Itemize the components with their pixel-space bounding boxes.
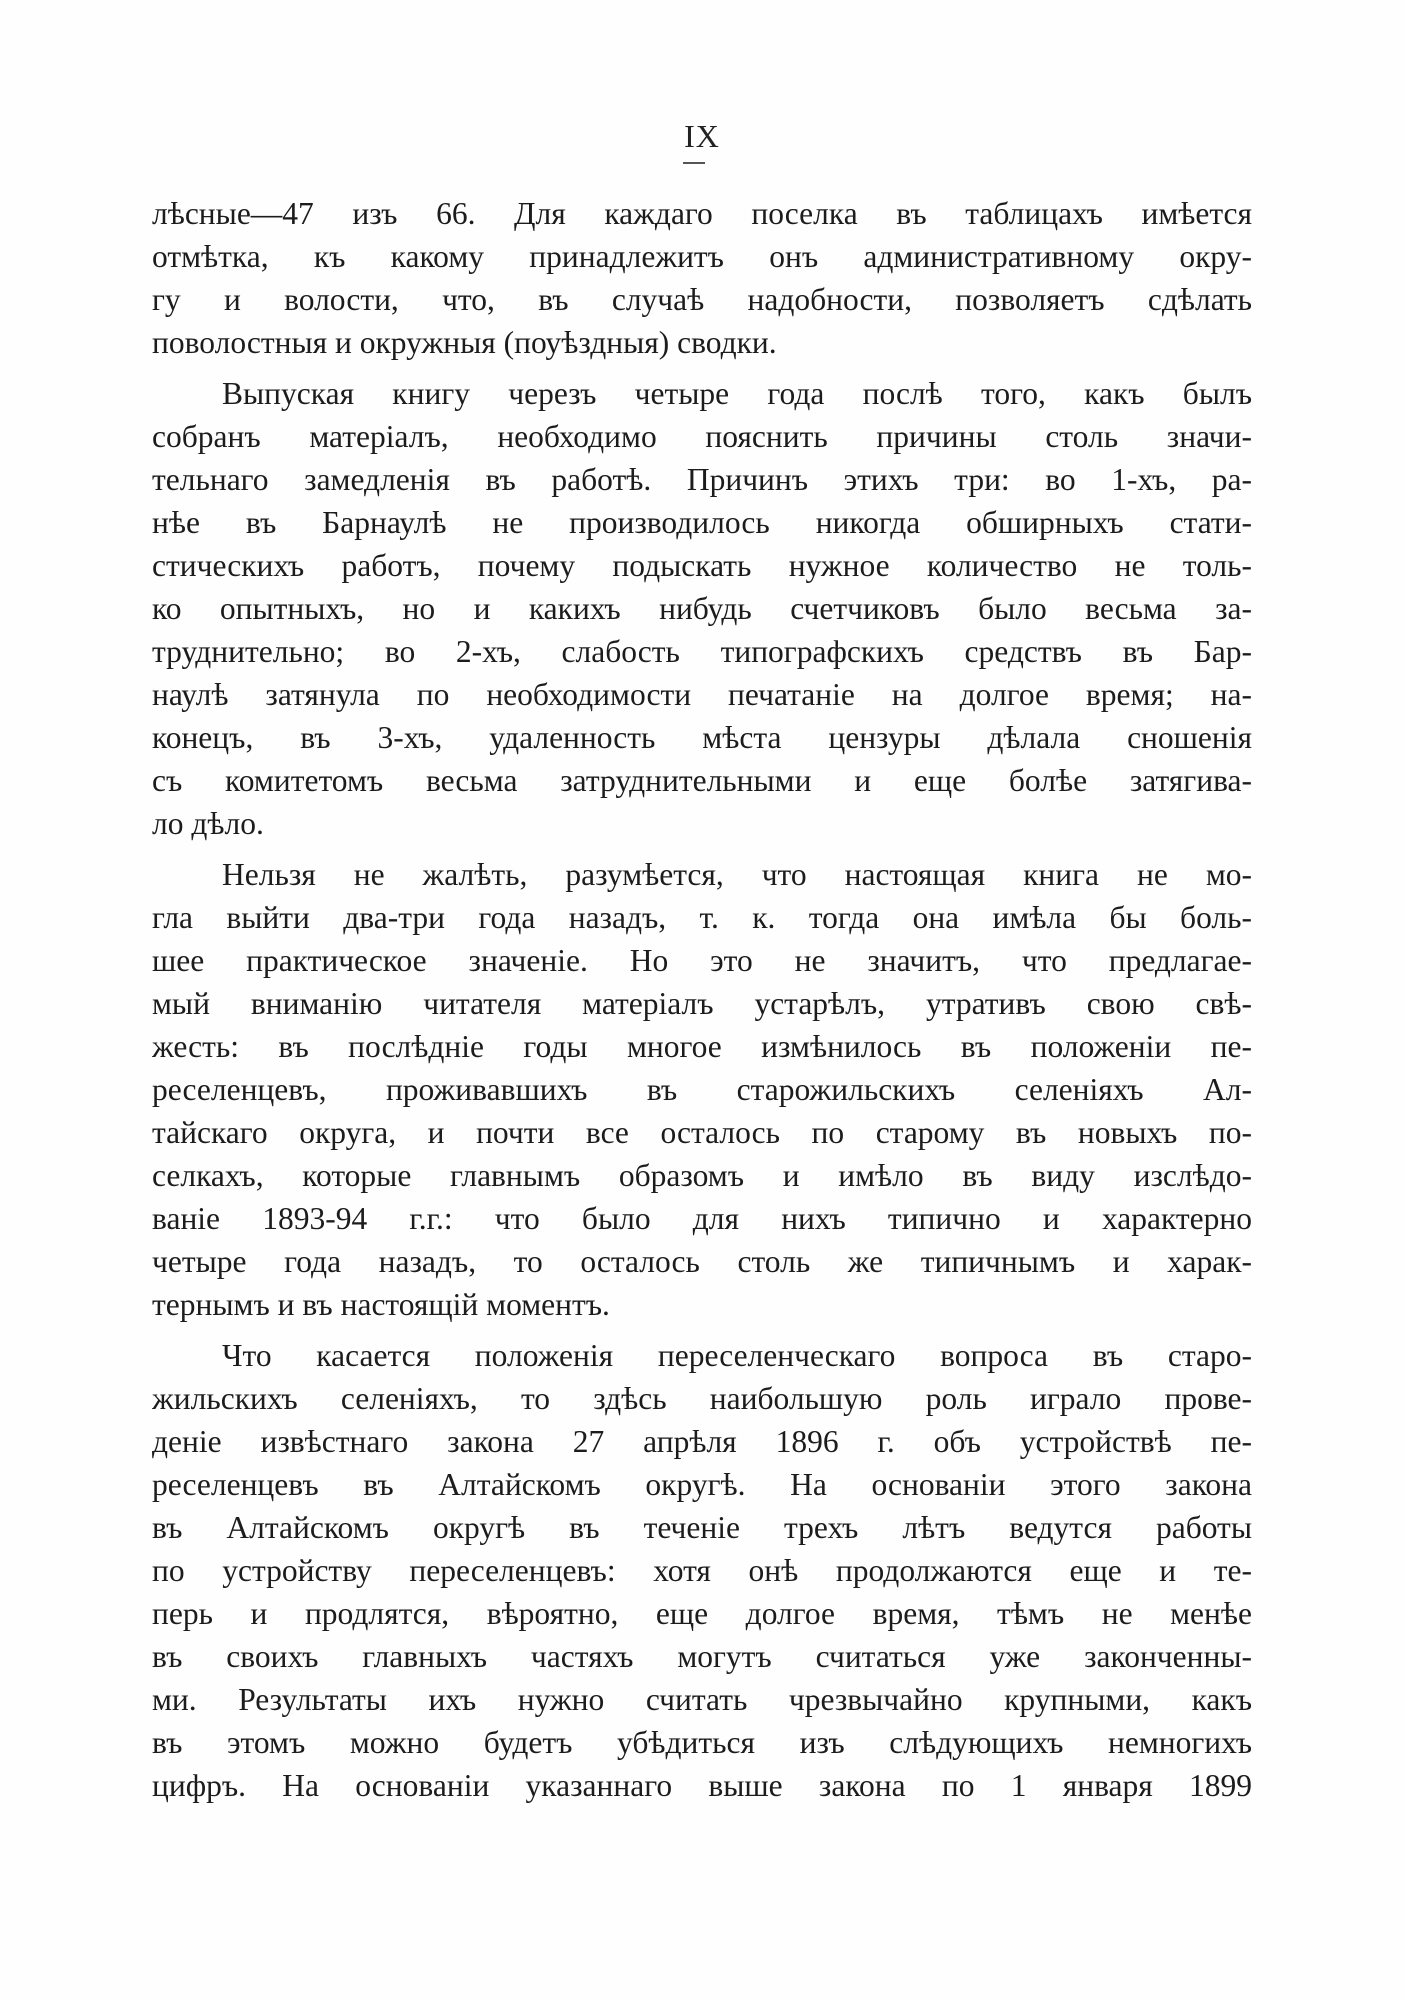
text-line: стическихъ работъ, почему подыскать нужное количество не толь- <box>152 548 1252 583</box>
text-line: четыре года назадъ, то осталось столь же типичнымъ и харак- <box>152 1244 1252 1279</box>
text-line: селкахъ, которые главнымъ образомъ и имѣло въ виду изслѣдо- <box>152 1158 1252 1193</box>
page-number-underline <box>683 162 705 164</box>
text-line: лѣсные—47 изъ 66. Для каждаго поселка въ таблицахъ имѣется <box>152 196 1252 231</box>
text-line: въ этомъ можно будетъ убѣдиться изъ слѣдующихъ немногихъ <box>152 1725 1252 1760</box>
text-line: труднительно; во 2-хъ, слабость типографскихъ средствъ въ Бар- <box>152 634 1252 669</box>
text-line: жильскихъ селеніяхъ, то здѣсь наибольшую роль играло прове- <box>152 1381 1252 1416</box>
text-line: наулѣ затянула по необходимости печатаніе на долгое время; на- <box>152 677 1252 712</box>
text-line: собранъ матеріалъ, необходимо пояснить причины столь значи- <box>152 419 1252 454</box>
text-line: мый вниманію читателя матеріалъ устарѣлъ, утративъ свою свѣ- <box>152 986 1252 1021</box>
paragraph <box>152 192 1252 364</box>
text-line: деніе извѣстнаго закона 27 апрѣля 1896 г. объ устройствѣ пе- <box>152 1424 1252 1459</box>
text-line: Нельзя не жалѣть, разумѣется, что настоящая книга не мо- <box>222 857 1252 892</box>
text-line: поволостныя и окружныя (поуѣздныя) сводки. <box>152 325 777 360</box>
text-line: въ своихъ главныхъ частяхъ могутъ считаться уже законченны- <box>152 1639 1252 1674</box>
text-line: ми. Результаты ихъ нужно считать чрезвычайно крупными, какъ <box>152 1682 1252 1717</box>
text-line: гу и волости, что, въ случаѣ надобности, позволяетъ сдѣлать <box>152 282 1252 317</box>
text-line: по устройству переселенцевъ: хотя онѣ продолжаются еще и те- <box>152 1553 1252 1588</box>
text-line: Выпуская книгу черезъ четыре года послѣ того, какъ былъ <box>222 376 1252 411</box>
text-line: шее практическое значеніе. Но это не значитъ, что предлагае- <box>152 943 1252 978</box>
paragraph <box>152 1334 1252 1807</box>
text-line: перь и продлятся, вѣроятно, еще долгое время, тѣмъ не менѣе <box>152 1596 1252 1631</box>
text-line: ло дѣло. <box>152 806 264 841</box>
text-line: ко опытныхъ, но и какихъ нибудь счетчиковъ было весьма за- <box>152 591 1252 626</box>
paragraph <box>152 372 1252 845</box>
paragraph-gap <box>152 845 1252 853</box>
text-line: тайскаго округа, и почти все осталось по старому въ новыхъ по- <box>152 1115 1252 1150</box>
text-line: съ комитетомъ весьма затруднительными и еще болѣе затягива- <box>152 763 1252 798</box>
text-line: жесть: въ послѣдніе годы многое измѣнилось въ положеніи пе- <box>152 1029 1252 1064</box>
page-number: IX <box>684 118 720 154</box>
text-line: тельнаго замедленія въ работѣ. Причинъ этихъ три: во 1-хъ, ра- <box>152 462 1252 497</box>
text-line: въ Алтайскомъ округѣ въ теченіе трехъ лѣтъ ведутся работы <box>152 1510 1252 1545</box>
paragraph-gap <box>152 364 1252 372</box>
paragraph <box>152 853 1252 1326</box>
text-line: нѣе въ Барнаулѣ не производилось никогда обширныхъ стати- <box>152 505 1252 540</box>
text-line: реселенцевъ въ Алтайскомъ округѣ. На основаніи этого закона <box>152 1467 1252 1502</box>
text-line: цифръ. На основаніи указаннаго выше закона по 1 января 1899 <box>152 1768 1252 1803</box>
body-text <box>152 192 1252 1807</box>
text-line: тернымъ и въ настоящій моментъ. <box>152 1287 610 1322</box>
text-line: отмѣтка, къ какому принадлежитъ онъ административному окру- <box>152 239 1252 274</box>
text-line: реселенцевъ, проживавшихъ въ старожильскихъ селеніяхъ Ал- <box>152 1072 1252 1107</box>
text-line: гла выйти два-три года назадъ, т. к. тогда она имѣла бы боль- <box>152 900 1252 935</box>
text-line: Что касается положенія переселенческаго вопроса въ старо- <box>222 1338 1252 1373</box>
paragraph-gap <box>152 1326 1252 1334</box>
text-line: ваніе 1893-94 г.г.: что было для нихъ типично и характерно <box>152 1201 1252 1236</box>
text-line: конецъ, въ 3-хъ, удаленность мѣста цензуры дѣлала сношенія <box>152 720 1252 755</box>
